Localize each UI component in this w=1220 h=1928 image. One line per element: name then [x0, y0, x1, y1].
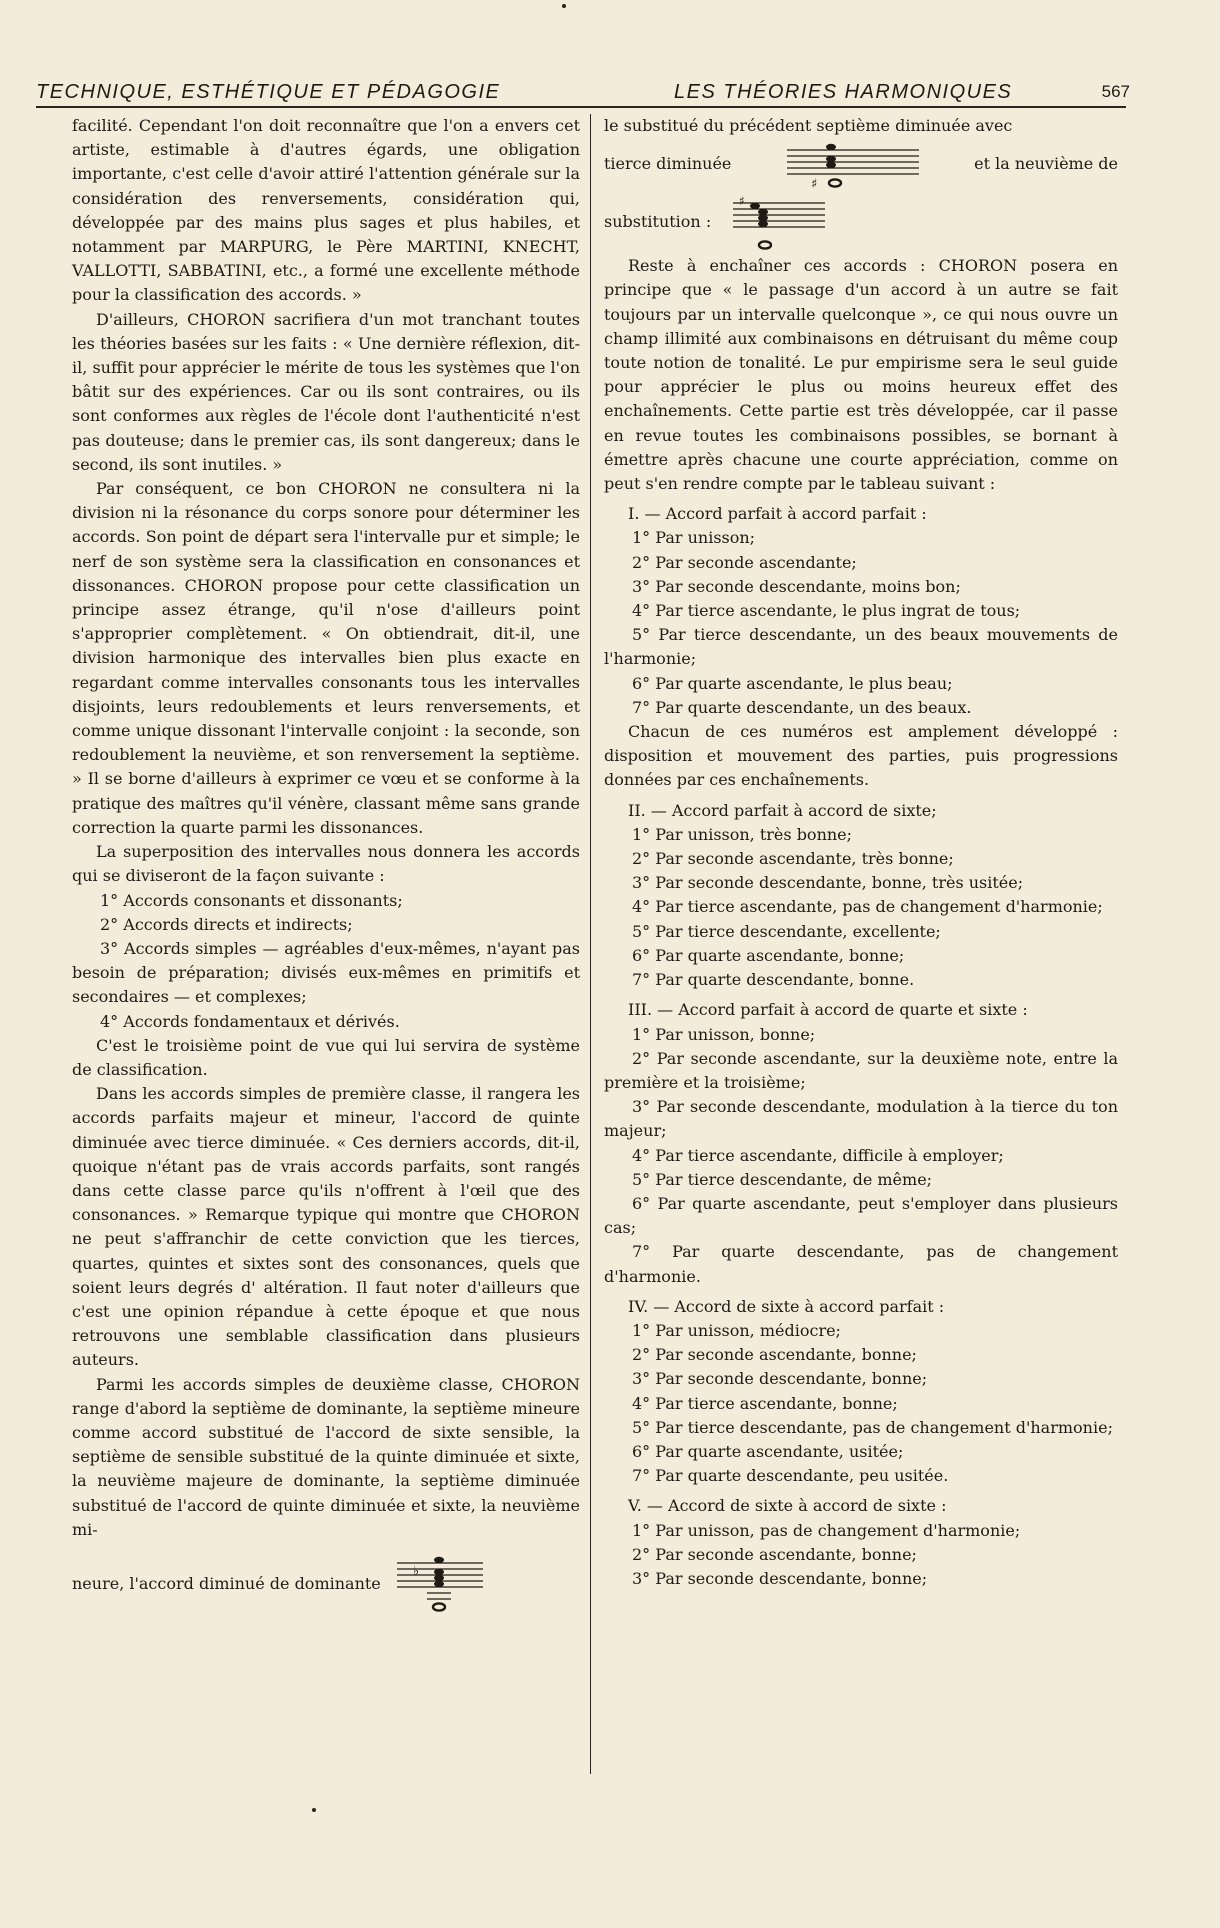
list-item: 5° Par tierce descendante, excellente;: [632, 921, 941, 941]
chord-notation-icon: [729, 191, 829, 253]
list-item: 1° Accords consonants et dissonants;: [100, 890, 403, 910]
list-item: 4° Par tierce ascendante, pas de changement d'harmonie;: [632, 897, 1103, 917]
paragraph: La superposition des intervalles nous donnera les accords qui se diviseront de la façon suivante :: [72, 842, 580, 886]
svg-text:♯: ♯: [739, 194, 746, 209]
list-item: 1° Par unisson, bonne;: [632, 1024, 816, 1044]
section-title: II. — Accord parfait à accord de sixte;: [628, 800, 937, 820]
list-item: 1° Par unisson;: [632, 528, 756, 548]
list-item: 7° Par quarte descendante, pas de changement d'harmonie.: [604, 1242, 1118, 1286]
list-item: 5° Par tierce descendante, pas de changement d'harmonie;: [632, 1417, 1113, 1437]
list-item: 3° Par seconde descendante, bonne;: [632, 1369, 928, 1389]
music-label: neure, l'accord diminué de dominante: [72, 1573, 381, 1593]
left-column: [72, 114, 580, 1622]
svg-text:♭: ♭: [412, 1563, 419, 1579]
list-item: 4° Par tierce ascendante, difficile à employer;: [632, 1145, 1004, 1165]
music-example-line: [604, 190, 1118, 254]
list-item: 1° Par unisson, très bonne;: [632, 824, 853, 844]
list-item: 6° Par quarte ascendante, bonne;: [632, 945, 905, 965]
list-item: 4° Par tierce ascendante, le plus ingrat de tous;: [632, 601, 1021, 621]
paragraph: D'ailleurs, CHORON sacrifiera d'un mot tranchant toutes les théories basées sur les faits : « Une dernière réflexion, dit-il, suffit pour apprécier le mérite de tous les systèmes que l'on bâtit sur des expériences. Car ou ils sont contraires, ou ils sont conformes aux règles de l'école dont l'authenticité n'est pas douteuse; dans le premier cas, ils sont dangereux; dans le second, ils sont inutiles. »: [72, 309, 580, 474]
paragraph: Parmi les accords simples de deuxième classe, CHORON range d'abord la septième de dominante, la septième mineure comme accord substitué de l'accord de sixte sensible, la septième de sensible substitué de la quinte diminuée et sixte, la neuvième majeure de dominante, la septième diminuée substitué de l'accord de quinte diminuée et sixte, la neuvième mi-: [72, 1374, 580, 1539]
running-header: [36, 80, 1130, 108]
list-item: 1° Par unisson, médiocre;: [632, 1320, 841, 1340]
list-item: 2° Accords directs et indirects;: [100, 914, 353, 934]
list-item: 1° Par unisson, pas de changement d'harmonie;: [632, 1520, 1021, 1540]
chord-notation-icon: [783, 138, 923, 190]
list-item: 6° Par quarte ascendante, le plus beau;: [632, 673, 953, 693]
list-item: 3° Par seconde descendante, bonne;: [632, 1568, 928, 1588]
column-rule: [590, 114, 591, 1774]
header-right: LES THÉORIES HARMONIQUES: [674, 81, 1013, 103]
section-title: V. — Accord de sixte à accord de sixte :: [628, 1496, 947, 1516]
paragraph: Par conséquent, ce bon CHORON ne consultera ni la division ni la résonance du corps sonore pour déterminer les accords. Son point de départ sera l'intervalle pur et simple; le nerf de son système sera la classification en consonances et dissonances. CHORON propose pour cette classification un principe assez étrange, qu'il n'ose d'ailleurs point s'approprier complètement. « On obtiendrait, dit-il, une division harmonique des intervalles bien plus exacte en regardant comme intervalles consonants tous les intervalles disjoints, leurs redoublements et leurs renversements, et comme unique dissonant l'intervalle conjoint : la seconde, son redoublement la neuvième, et son renversement la septième. » Il se borne d'ailleurs à exprimer ce vœu et se conforme à la pratique des maîtres qu'il vénère, classant même sans grande correction la quarte parmi les dissonances.: [72, 479, 580, 837]
music-label: et la neuvième de: [974, 154, 1118, 174]
list-item: 6° Par quarte ascendante, usitée;: [632, 1441, 904, 1461]
section-title: III. — Accord parfait à accord de quarte et sixte :: [628, 1000, 1028, 1020]
list-item: 6° Par quarte ascendante, peut s'employer dans plusieurs cas;: [604, 1193, 1118, 1238]
paragraph: facilité. Cependant l'on doit reconnaître que l'on a envers cet artiste, estimable à d'autres égards, une obligation importante, c'est celle d'avoir attiré l'attention générale sur la considération des renversements, considération qui, développée par des mains plus sages et plus habiles, et notamment par MARPURG, le Père MARTINI, KNECHT, VALLOTTI, SABBATINI, etc., a formé une excellente méthode pour la classification des accords. »: [72, 116, 580, 305]
list-item: 7° Par quarte descendante, un des beaux.: [632, 697, 972, 717]
chord-notation-icon: [391, 1549, 487, 1619]
section-title: IV. — Accord de sixte à accord parfait :: [628, 1296, 945, 1316]
print-speck: [562, 4, 566, 8]
list-item: 3° Par seconde descendante, bonne, très usitée;: [632, 873, 1024, 893]
section-title: I. — Accord parfait à accord parfait :: [628, 504, 927, 524]
list-item: 4° Par tierce ascendante, bonne;: [632, 1393, 898, 1413]
header-left: TECHNIQUE, ESTHÉTIQUE ET PÉDAGOGIE: [36, 81, 501, 103]
list-item: 5° Par tierce descendante, un des beaux mouvements de l'harmonie;: [604, 625, 1118, 669]
page-number: 567: [1101, 82, 1130, 101]
paragraph: le substitué du précédent septième diminuée avec: [604, 116, 1013, 135]
list-item: 2° Par seconde ascendante, sur la deuxième note, entre la première et la troisième;: [604, 1048, 1118, 1092]
list-item: 5° Par tierce descendante, de même;: [632, 1169, 933, 1189]
music-label: substitution :: [604, 212, 712, 232]
paragraph: Reste à enchaîner ces accords : CHORON posera en principe que « le passage d'un accord à un autre se fait toujours par un intervalle quelconque », ce qui nous ouvre un champ illimité aux combinaisons en détruisant du même coup toute notion de tonalité. Le pur empirisme sera le seul guide pour apprécier le plus ou moins heureux effet des enchaînements. Cette partie est très développée, car il passe en revue toutes les combinaisons possibles, se bornant à émettre après chacune une courte appréciation, comme on peut s'en rendre compte par le tableau suivant :: [604, 256, 1118, 494]
paragraph: Chacun de ces numéros est amplement développé : disposition et mouvement des parties, puis progressions données par ces enchaînements.: [604, 722, 1118, 790]
list-item: 3° Par seconde descendante, modulation à la tierce du ton majeur;: [604, 1097, 1118, 1141]
list-item: 2° Par seconde ascendante, bonne;: [632, 1544, 917, 1564]
paragraph: Dans les accords simples de première classe, il rangera les accords parfaits majeur et mineur, l'accord de quinte diminuée avec tierce diminuée. « Ces derniers accords, dit-il, quoique n'étant pas de vrais accords parfaits, sont rangés dans cette classe parce qu'ils n'offrent à l'œil que des consonances. » Remarque typique qui montre que CHORON ne peut s'affranchir de cette conviction que les tierces, quartes, quintes et sixtes sont des consonances, quels que soient leurs degrés d' altération. Il faut noter d'ailleurs que c'est une opinion répandue à cette époque et que nous retrouvons une semblable classification dans plusieurs auteurs.: [72, 1084, 580, 1370]
paragraph: C'est le troisième point de vue qui lui servira de système de classification.: [72, 1035, 580, 1079]
right-column: [604, 114, 1118, 1591]
list-item: 2° Par seconde ascendante;: [632, 552, 857, 572]
music-example-line: [604, 138, 1118, 190]
list-item: 3° Par seconde descendante, moins bon;: [632, 576, 961, 596]
music-label: tierce diminuée: [604, 154, 732, 174]
list-item: 2° Par seconde ascendante, très bonne;: [632, 849, 954, 869]
svg-text:♯: ♯: [810, 177, 818, 191]
list-item: 7° Par quarte descendante, peu usitée.: [632, 1466, 949, 1486]
list-item: 7° Par quarte descendante, bonne.: [632, 970, 915, 990]
music-example-line: [72, 1546, 580, 1622]
list-item: 3° Accords simples — agréables d'eux-mêmes, n'ayant pas besoin de préparation; divisés eux-mêmes en primitifs et secondaires — et complexes;: [72, 938, 580, 1007]
list-item: 4° Accords fondamentaux et dérivés.: [100, 1011, 400, 1031]
list-item: 2° Par seconde ascendante, bonne;: [632, 1345, 917, 1365]
print-speck: [312, 1808, 316, 1812]
